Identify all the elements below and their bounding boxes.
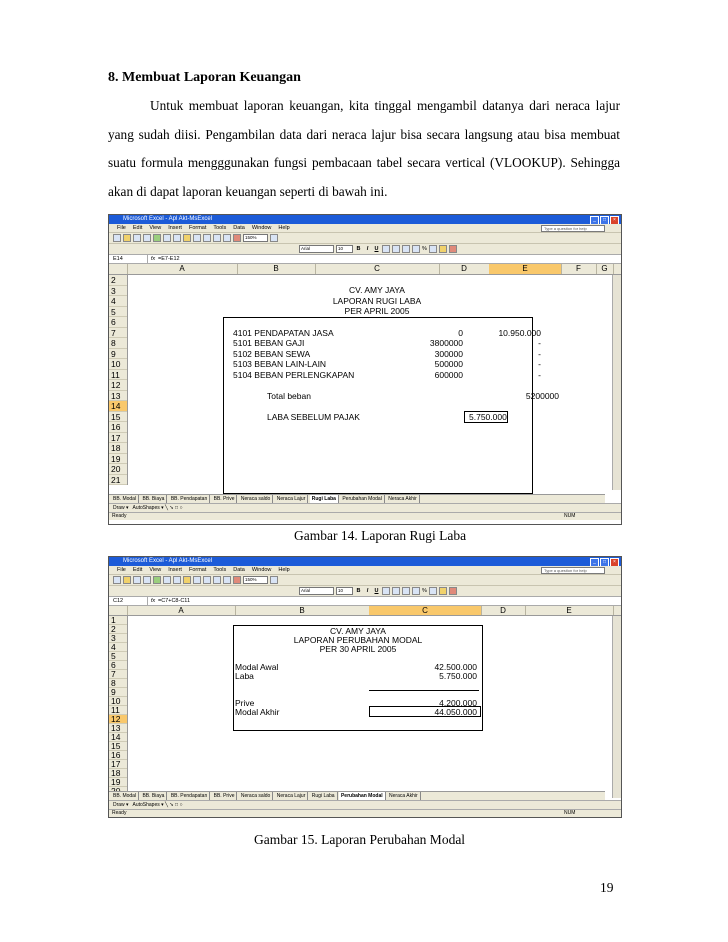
- print-icon[interactable]: [143, 234, 151, 242]
- col-header-f[interactable]: F: [561, 264, 597, 274]
- rl-line-credit: -: [538, 338, 541, 348]
- font-color-icon[interactable]: [449, 587, 457, 595]
- row-header[interactable]: 7: [109, 670, 127, 679]
- rl-line-label: 5104 BEBAN PERLENGKAPAN: [233, 369, 355, 380]
- menu-edit[interactable]: Edit: [132, 567, 143, 573]
- row-header[interactable]: 7: [109, 328, 127, 339]
- rl-line-credit: -: [538, 359, 541, 369]
- font-size-select[interactable]: 10: [336, 245, 353, 253]
- menu-bar: [109, 224, 621, 232]
- rl-line-label: 5103 BEBAN LAIN-LAIN: [233, 359, 327, 369]
- sort-icon[interactable]: [223, 234, 231, 242]
- row-header[interactable]: 10: [109, 359, 127, 370]
- align-center-icon[interactable]: [392, 587, 400, 595]
- formatting-toolbar: [109, 243, 621, 254]
- sort-icon[interactable]: [223, 576, 231, 584]
- row-header[interactable]: 21: [109, 475, 127, 486]
- sheet-tab-neraca-lajur[interactable]: Neraca Lajur: [275, 792, 309, 800]
- col-header-a[interactable]: A: [127, 606, 236, 615]
- bold-button[interactable]: B: [356, 246, 361, 252]
- font-select[interactable]: Arial: [299, 245, 334, 253]
- page-number: 19: [600, 880, 614, 895]
- report-period: PER APRIL 2005: [344, 306, 410, 316]
- row-header[interactable]: 9: [109, 688, 127, 697]
- save-icon[interactable]: [133, 234, 141, 242]
- worksheet-grid[interactable]: [109, 616, 621, 798]
- col-header-e[interactable]: E: [489, 264, 562, 274]
- print-icon[interactable]: [143, 576, 151, 584]
- new-icon[interactable]: [113, 576, 121, 584]
- row-header[interactable]: 19: [109, 778, 127, 787]
- sheet-tab-bb-modal[interactable]: BB. Modal: [111, 792, 139, 800]
- cut-icon[interactable]: [163, 234, 171, 242]
- total-beban-label: Total beban: [267, 390, 311, 401]
- new-icon[interactable]: [113, 234, 121, 242]
- sheet-tab-bb-prive[interactable]: BB. Prive: [212, 495, 238, 503]
- laba-label: Laba: [235, 671, 254, 681]
- open-icon[interactable]: [123, 234, 131, 242]
- underline-button[interactable]: U: [374, 588, 379, 594]
- name-box[interactable]: C12: [109, 597, 148, 605]
- company-name: CV. AMY JAYA: [349, 285, 405, 295]
- col-header-d[interactable]: D: [481, 606, 526, 615]
- menu-help[interactable]: Help: [278, 225, 290, 231]
- row-header[interactable]: 14: [109, 733, 127, 742]
- sheet-tab-perubahan-modal[interactable]: Perubahan Modal: [340, 495, 384, 503]
- row-header[interactable]: 1: [109, 616, 127, 625]
- help-search-input[interactable]: Type a question for help: [541, 225, 605, 232]
- italic-button[interactable]: I: [366, 588, 369, 594]
- row-header[interactable]: 2: [109, 275, 127, 286]
- menu-data[interactable]: Data: [233, 225, 245, 231]
- column-headers: [109, 264, 621, 275]
- minimize-icon[interactable]: _: [590, 558, 599, 567]
- menu-format[interactable]: Format: [188, 567, 207, 573]
- row-header[interactable]: 15: [109, 742, 127, 751]
- status-bar: [109, 512, 621, 520]
- rl-line-label: 5102 BEBAN SEWA: [233, 348, 311, 359]
- row-header[interactable]: 14: [109, 401, 127, 412]
- status-text: Ready: [112, 513, 127, 519]
- row-header[interactable]: 20: [109, 464, 127, 475]
- company-name: CV. AMY JAYA: [330, 626, 386, 636]
- paste-icon[interactable]: [183, 234, 191, 242]
- underline-divider: [369, 690, 479, 691]
- vertical-scrollbar[interactable]: [612, 616, 621, 798]
- status-bar: [109, 809, 621, 817]
- caption-figure-15: Gambar 15. Laporan Perubahan Modal: [254, 832, 466, 847]
- vertical-scrollbar[interactable]: [612, 275, 621, 490]
- align-center-icon[interactable]: [392, 245, 400, 253]
- close-icon[interactable]: ×: [610, 216, 619, 225]
- row-header[interactable]: 15: [109, 412, 127, 423]
- rl-line-debit: 0: [458, 327, 463, 338]
- col-header-e[interactable]: E: [525, 606, 614, 615]
- col-header-c[interactable]: C: [315, 264, 440, 274]
- font-select[interactable]: Arial: [299, 587, 334, 595]
- excel-window-rugi-laba: [108, 214, 622, 525]
- italic-button[interactable]: I: [366, 246, 369, 252]
- draw-menu[interactable]: Draw ▾: [113, 505, 129, 511]
- standard-toolbar: [109, 232, 621, 243]
- percent-button[interactable]: %: [422, 246, 427, 252]
- row-header[interactable]: 5: [109, 652, 127, 661]
- redo-icon[interactable]: [203, 576, 211, 584]
- row-header[interactable]: 4: [109, 643, 127, 652]
- menu-tools[interactable]: Tools: [213, 225, 227, 231]
- maximize-icon[interactable]: □: [600, 216, 609, 225]
- sheet-tab-neraca-saldo[interactable]: Neraca saldo: [239, 495, 273, 503]
- align-right-icon[interactable]: [402, 245, 410, 253]
- drawing-toolbar: [109, 503, 621, 512]
- row-header[interactable]: 17: [109, 433, 127, 444]
- fx-icon[interactable]: fx: [150, 256, 156, 262]
- app-title: Microsoft Excel - Apl Akt-MsExcel: [123, 558, 213, 564]
- menu-format[interactable]: Format: [188, 225, 207, 231]
- align-left-icon[interactable]: [382, 587, 390, 595]
- num-lock-indicator: NUM: [564, 513, 576, 519]
- row-header[interactable]: 6: [109, 661, 127, 670]
- rectangle-icon[interactable]: □: [175, 505, 179, 511]
- title-bar: [109, 557, 621, 566]
- laba-value: 5.750.000: [469, 411, 507, 422]
- rl-line-debit: 3800000: [429, 338, 463, 348]
- row-header[interactable]: 19: [109, 454, 127, 465]
- total-beban-value: 5200000: [525, 390, 559, 401]
- row-header[interactable]: 16: [109, 422, 127, 433]
- row-header[interactable]: 11: [109, 370, 127, 381]
- name-box[interactable]: E14: [109, 255, 148, 263]
- row-header[interactable]: 18: [109, 769, 127, 778]
- row-header[interactable]: 9: [109, 349, 127, 360]
- align-right-icon[interactable]: [402, 587, 410, 595]
- col-header-b[interactable]: B: [235, 606, 370, 615]
- row-header[interactable]: 16: [109, 751, 127, 760]
- menu-data[interactable]: Data: [233, 567, 245, 573]
- formula-bar: [109, 596, 621, 606]
- align-left-icon[interactable]: [382, 245, 390, 253]
- merge-icon[interactable]: [412, 587, 420, 595]
- intro-text: Untuk membuat laporan keuangan, kita tinggal mengambil datanya dari neraca lajur yang sudah diisi. Pengambilan data dari neraca lajur bisa secara langsung atau bisa membuat suatu formula mengggunakan fungsi pembacaan tabel secara vertical (VLOOKUP). Sehingga akan di dapat laporan keuangan seperti di bawah ini.: [108, 98, 620, 199]
- menu-window[interactable]: Window: [251, 225, 272, 231]
- sheet-tab-rugi-laba[interactable]: Rugi Laba: [310, 495, 339, 503]
- prive-value: 4.200.000: [439, 698, 477, 708]
- menu-view[interactable]: View: [149, 567, 162, 573]
- laba-label: LABA SEBELUM PAJAK: [267, 411, 360, 422]
- row-header[interactable]: 11: [109, 706, 127, 715]
- chart-icon[interactable]: [233, 576, 241, 584]
- underline-button[interactable]: U: [374, 246, 379, 252]
- copy-icon[interactable]: [173, 576, 181, 584]
- fill-color-icon[interactable]: [439, 587, 447, 595]
- row-header[interactable]: 4: [109, 296, 127, 307]
- title-bar: [109, 215, 621, 224]
- sheet-tab-perubahan-modal[interactable]: Perubahan Modal: [339, 792, 386, 800]
- open-icon[interactable]: [123, 576, 131, 584]
- zoom-select[interactable]: 150%: [243, 234, 268, 242]
- num-lock-indicator: NUM: [564, 810, 576, 816]
- menu-edit[interactable]: Edit: [132, 225, 143, 231]
- autosum-icon[interactable]: [213, 576, 221, 584]
- font-color-icon[interactable]: [449, 245, 457, 253]
- sheet-tab-bb-biaya[interactable]: BB. Biaya: [140, 792, 167, 800]
- spelling-icon[interactable]: [153, 576, 161, 584]
- col-header-b[interactable]: B: [237, 264, 316, 274]
- borders-icon[interactable]: [429, 587, 437, 595]
- col-header-c[interactable]: C: [369, 606, 482, 615]
- bold-button[interactable]: B: [356, 588, 361, 594]
- menu-file[interactable]: File: [117, 567, 126, 573]
- font-size-select[interactable]: 10: [336, 587, 353, 595]
- sheet-tab-bb-pendapatan[interactable]: BB. Pendapatan: [169, 495, 210, 503]
- rl-line-debit: 500000: [434, 359, 463, 369]
- intro-paragraph: [108, 92, 620, 206]
- select-all-corner[interactable]: [109, 264, 128, 274]
- formula-input[interactable]: =E7-E12: [158, 256, 180, 262]
- row-header[interactable]: 10: [109, 697, 127, 706]
- arrow-icon[interactable]: ➘: [169, 505, 174, 511]
- rl-line-label: 4101 PENDAPATAN JASA: [233, 327, 334, 338]
- percent-button[interactable]: %: [422, 588, 427, 594]
- redo-icon[interactable]: [203, 234, 211, 242]
- formula-bar: [109, 254, 621, 264]
- zoom-select[interactable]: 150%: [243, 576, 268, 584]
- col-header-g[interactable]: G: [596, 264, 614, 274]
- laba-value: 5.750.000: [439, 671, 477, 681]
- sheet-tab-bb-pendapatan[interactable]: BB. Pendapatan: [169, 792, 210, 800]
- status-text: Ready: [112, 810, 127, 816]
- modal-akhir-label: Modal Akhir: [235, 707, 280, 717]
- caption-figure-14: Gambar 14. Laporan Rugi Laba: [294, 528, 467, 543]
- draw-menu[interactable]: Draw ▾: [113, 802, 129, 808]
- help-icon[interactable]: [270, 576, 278, 584]
- row-header[interactable]: 13: [109, 724, 127, 733]
- undo-icon[interactable]: [193, 576, 201, 584]
- oval-icon[interactable]: ○: [179, 505, 183, 511]
- menu-insert[interactable]: Insert: [168, 225, 182, 231]
- row-header[interactable]: 8: [109, 338, 127, 349]
- row-header[interactable]: 3: [109, 286, 127, 297]
- help-icon[interactable]: [270, 234, 278, 242]
- sheet-tab-neraca-lajur[interactable]: Neraca Lajur: [275, 495, 309, 503]
- modal-awal-label: Modal Awal: [235, 662, 279, 672]
- sheet-tab-rugi-laba[interactable]: Rugi Laba: [310, 792, 338, 800]
- rl-line-credit: 10.950.000: [498, 327, 541, 338]
- modal-akhir-value: 44.050.000: [434, 707, 477, 717]
- help-search-input[interactable]: Type a question for help: [541, 567, 605, 574]
- chart-icon[interactable]: [233, 234, 241, 242]
- row-header[interactable]: 12: [109, 715, 127, 724]
- row-header[interactable]: 6: [109, 317, 127, 328]
- copy-icon[interactable]: [173, 234, 181, 242]
- report-title: LAPORAN PERUBAHAN MODAL: [293, 635, 423, 645]
- menu-tools[interactable]: Tools: [213, 567, 227, 573]
- menu-file[interactable]: File: [117, 225, 126, 231]
- spelling-icon[interactable]: [153, 234, 161, 242]
- excel-window-perubahan-modal: [108, 556, 622, 818]
- row-headers: [109, 616, 128, 796]
- save-icon[interactable]: [133, 576, 141, 584]
- merge-icon[interactable]: [412, 245, 420, 253]
- paste-icon[interactable]: [183, 576, 191, 584]
- rl-line-credit: -: [538, 348, 541, 359]
- oval-icon[interactable]: ○: [179, 802, 183, 808]
- col-header-d[interactable]: D: [439, 264, 490, 274]
- autoshapes-menu[interactable]: AutoShapes ▾: [132, 802, 164, 808]
- sheet-tabs: [109, 791, 605, 800]
- maximize-icon[interactable]: □: [600, 558, 609, 567]
- rl-line-debit: 300000: [434, 348, 463, 359]
- sheet-tab-neraca-akhir[interactable]: Neraca Akhir: [387, 792, 421, 800]
- section-heading: 8. Membuat Laporan Keuangan: [108, 70, 301, 85]
- sheet-tab-bb-prive[interactable]: BB. Prive: [212, 792, 238, 800]
- borders-icon[interactable]: [429, 245, 437, 253]
- fx-icon[interactable]: fx: [150, 598, 156, 604]
- menu-help[interactable]: Help: [278, 567, 290, 573]
- row-header[interactable]: 8: [109, 679, 127, 688]
- arrow-icon[interactable]: ➘: [169, 802, 174, 808]
- autosum-icon[interactable]: [213, 234, 221, 242]
- menu-insert[interactable]: Insert: [168, 567, 182, 573]
- worksheet-grid[interactable]: [109, 275, 621, 490]
- row-header[interactable]: 17: [109, 760, 127, 769]
- prive-label: Prive: [235, 698, 255, 708]
- row-headers: [109, 275, 128, 485]
- autoshapes-menu[interactable]: AutoShapes ▾: [132, 505, 164, 511]
- rl-line-debit: 600000: [434, 369, 463, 380]
- standard-toolbar: [109, 574, 621, 585]
- minimize-icon[interactable]: _: [590, 216, 599, 225]
- modal-awal-value: 42.500.000: [434, 662, 477, 672]
- menu-window[interactable]: Window: [251, 567, 272, 573]
- report-title: LAPORAN RUGI LABA: [332, 295, 422, 306]
- fill-color-icon[interactable]: [439, 245, 447, 253]
- app-title: Microsoft Excel - Apl Akt-MsExcel: [123, 216, 213, 222]
- drawing-toolbar: [109, 800, 621, 809]
- formatting-toolbar: [109, 585, 621, 596]
- undo-icon[interactable]: [193, 234, 201, 242]
- sheet-tab-bb-biaya[interactable]: BB. Biaya: [140, 495, 167, 503]
- rl-line-label: 5101 BEBAN GAJI: [233, 338, 305, 348]
- row-header[interactable]: 13: [109, 391, 127, 402]
- report-period: PER 30 APRIL 2005: [319, 644, 397, 654]
- menu-view[interactable]: View: [149, 225, 162, 231]
- select-all-corner[interactable]: [109, 606, 128, 615]
- column-headers: [109, 606, 621, 616]
- row-header[interactable]: 18: [109, 443, 127, 454]
- sheet-tab-neraca-akhir[interactable]: Neraca Akhir: [386, 495, 420, 503]
- menu-bar: [109, 566, 621, 574]
- rl-line-credit: -: [538, 369, 541, 380]
- col-header-a[interactable]: A: [127, 264, 238, 274]
- sheet-tabs: [109, 494, 605, 503]
- line-icon[interactable]: ╲: [165, 802, 169, 808]
- row-header[interactable]: 2: [109, 625, 127, 634]
- rectangle-icon[interactable]: □: [175, 802, 179, 808]
- sheet-tab-neraca-saldo[interactable]: Neraca saldo: [239, 792, 273, 800]
- row-header[interactable]: 12: [109, 380, 127, 391]
- formula-input[interactable]: =C7+C8-C11: [158, 598, 190, 604]
- cut-icon[interactable]: [163, 576, 171, 584]
- row-header[interactable]: 5: [109, 307, 127, 318]
- sheet-tab-bb-modal[interactable]: BB. Modal: [111, 495, 139, 503]
- line-icon[interactable]: ╲: [165, 505, 169, 511]
- close-icon[interactable]: ×: [610, 558, 619, 567]
- row-header[interactable]: 3: [109, 634, 127, 643]
